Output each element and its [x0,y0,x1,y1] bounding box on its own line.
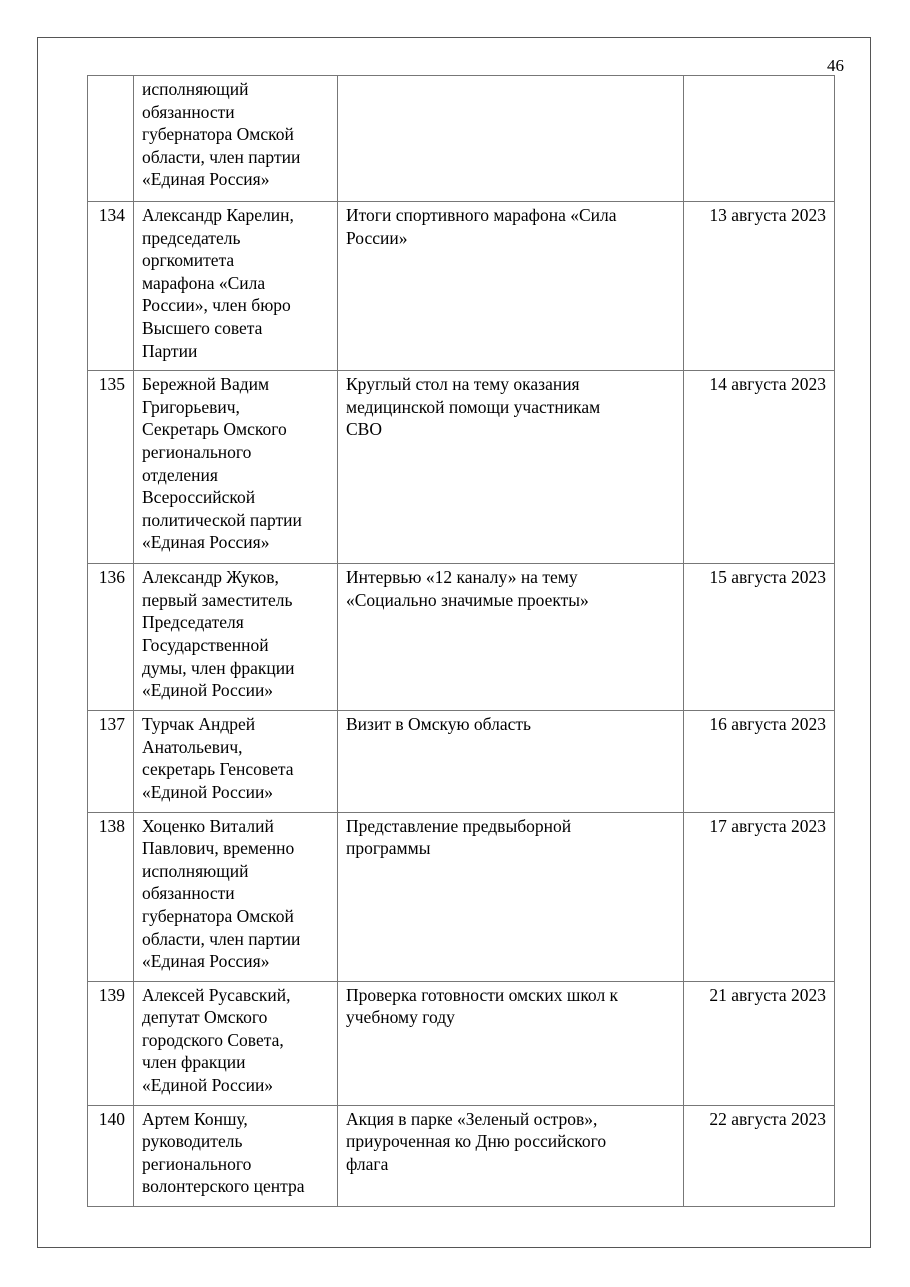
event-line: медицинской помощи участникам [346,396,601,417]
person-line: губернатора Омской [142,124,294,145]
person-line: городского Совета, [142,1029,284,1050]
event-line: флага [346,1153,389,1174]
event-line: Круглый стол на тему оказания [346,374,580,395]
person-line: Турчак Андрей [142,714,256,735]
person-line: Алексей Русавский, [142,984,291,1005]
person-line: отделения [142,464,218,485]
person-line: «Единая Россия» [142,532,270,553]
event-cell [338,981,684,1105]
event-line: Визит в Омскую область [346,714,532,735]
event-cell [338,812,684,981]
person-line: России», член бюро [142,295,291,316]
person-line: Александр Жуков, [142,567,279,588]
event-line: Интервью «12 каналу» на тему [346,567,578,588]
table-row [88,711,835,812]
event-cell [338,202,684,371]
person-line: политической партии [142,509,302,530]
event-line: Проверка готовности омских школ к [346,984,619,1005]
row-number-cell: 138 [88,812,134,981]
event-line: России» [346,227,408,248]
events-table [87,75,835,1207]
person-line: руководитель [142,1131,243,1152]
event-cell [338,711,684,812]
person-line: «Единой России» [142,781,274,802]
event-cell [338,371,684,564]
row-number-cell: 140 [88,1105,134,1206]
person-line: Секретарь Омского [142,419,287,440]
person-cell [134,564,338,711]
events-table-body [88,76,835,1207]
person-line: Хоценко Виталий [142,815,274,836]
person-cell [134,76,338,202]
table-row [88,812,835,981]
event-line: программы [346,838,431,859]
person-line: Григорьевич, [142,396,240,417]
event-line: Акция в парке «Зеленый остров», [346,1108,598,1129]
event-line: учебному году [346,1007,455,1028]
person-line: Артем Коншу, [142,1108,248,1129]
date-cell: 13 августа 2023 [684,202,835,371]
event-line: СВО [346,419,382,440]
row-number-cell: 136 [88,564,134,711]
person-line: области, член партии [142,146,301,167]
person-line: Государственной [142,634,269,655]
event-cell [338,76,684,202]
person-line: обязанности [142,883,235,904]
person-line: Председателя [142,612,244,633]
person-line: секретарь Генсовета [142,759,294,780]
date-cell [684,76,835,202]
person-line: исполняющий [142,79,249,99]
person-line: Всероссийской [142,487,256,508]
row-number-cell: 137 [88,711,134,812]
person-line: обязанности [142,101,235,122]
person-line: волонтерского центра [142,1176,305,1197]
event-cell [338,1105,684,1206]
person-line: марафона «Сила [142,272,266,293]
person-cell [134,371,338,564]
event-line: Представление предвыборной [346,815,572,836]
date-cell: 17 августа 2023 [684,812,835,981]
table-row [88,371,835,564]
person-cell [134,711,338,812]
person-line: области, член партии [142,928,301,949]
row-number-cell: 139 [88,981,134,1105]
person-line: первый заместитель [142,589,293,610]
person-line: Партии [142,340,198,361]
person-line: «Единой России» [142,680,274,701]
person-line: председатель [142,227,241,248]
event-cell [338,564,684,711]
table-row [88,981,835,1105]
table-row [88,564,835,711]
event-line: приуроченная ко Дню российского [346,1131,607,1152]
date-cell: 22 августа 2023 [684,1105,835,1206]
person-line: депутат Омского [142,1007,268,1028]
person-cell [134,981,338,1105]
row-number-cell: 135 [88,371,134,564]
date-cell: 16 августа 2023 [684,711,835,812]
person-line: Павлович, временно [142,838,295,859]
date-cell: 14 августа 2023 [684,371,835,564]
person-line: Анатольевич, [142,736,243,757]
table-row [88,202,835,371]
person-cell [134,1105,338,1206]
person-line: Высшего совета [142,317,263,338]
person-line: губернатора Омской [142,905,294,926]
person-line: Александр Карелин, [142,205,294,225]
person-line: «Единая Россия» [142,169,270,190]
person-line: регионального [142,441,252,462]
table-row [88,76,835,202]
event-line: Итоги спортивного марафона «Сила [346,205,617,225]
person-line: исполняющий [142,860,249,881]
date-cell: 21 августа 2023 [684,981,835,1105]
row-number-cell: 134 [88,202,134,371]
date-cell: 15 августа 2023 [684,564,835,711]
person-line: «Единая Россия» [142,951,270,972]
event-line: «Социально значимые проекты» [346,589,589,610]
page-number: 46 [827,56,844,75]
person-cell [134,812,338,981]
person-line: оргкомитета [142,250,235,271]
person-line: думы, член фракции [142,657,295,678]
row-number-cell [88,76,134,202]
person-line: Бережной Вадим [142,374,270,395]
table-row [88,1105,835,1206]
person-line: регионального [142,1153,252,1174]
person-line: член фракции [142,1052,246,1073]
person-line: «Единой России» [142,1075,274,1096]
person-cell [134,202,338,371]
